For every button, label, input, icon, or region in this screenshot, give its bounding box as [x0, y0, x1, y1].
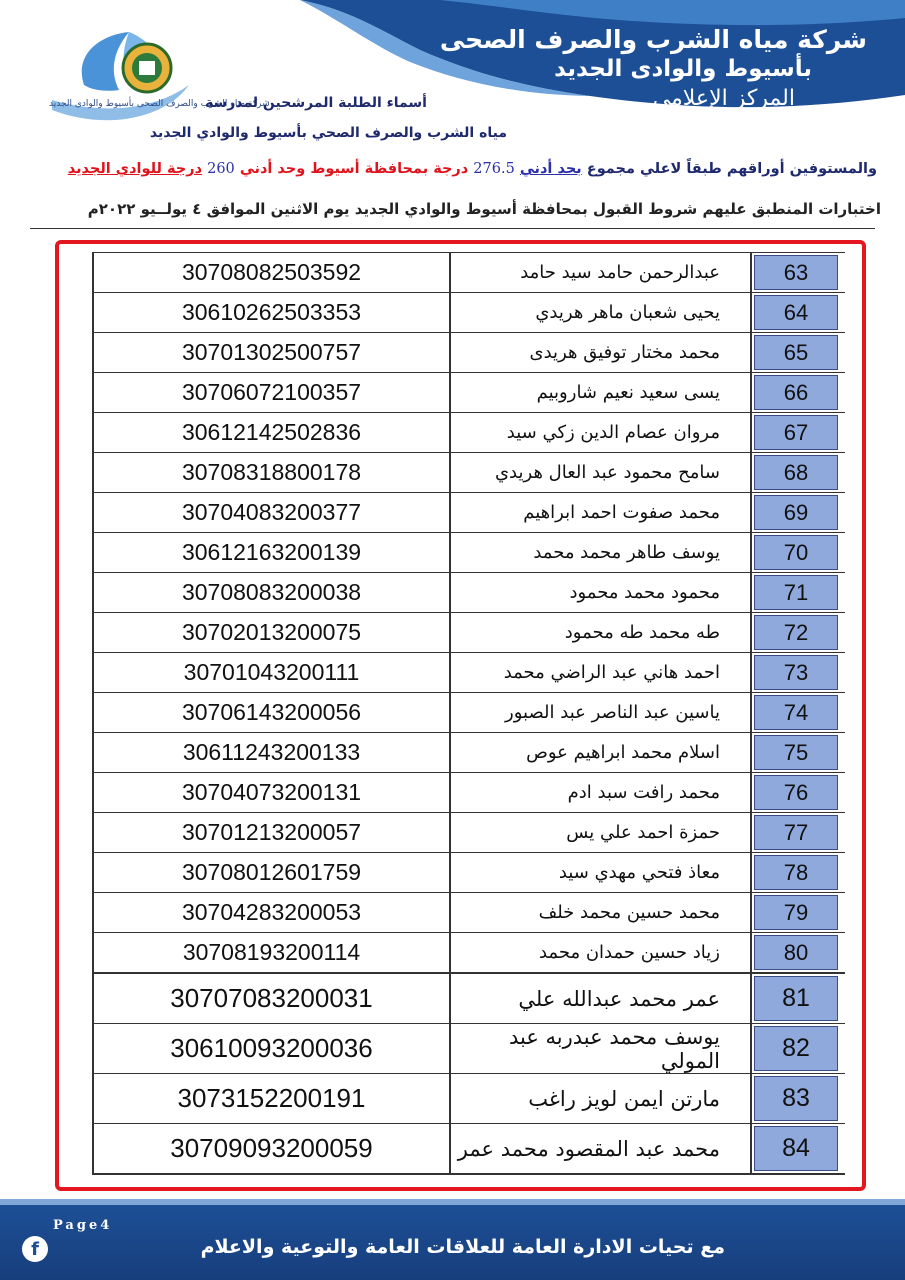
table-row	[94, 572, 845, 612]
national-id-cell: 30612163200139	[94, 533, 451, 572]
student-name-cell: زياد حسين حمدان محمد	[451, 933, 752, 972]
header-divider	[30, 228, 875, 229]
page-header	[0, 0, 905, 160]
serial-number-cell: 67	[754, 415, 838, 450]
table-row	[94, 932, 845, 972]
candidates-table	[92, 252, 845, 1175]
serial-number-cell: 66	[754, 375, 838, 410]
serial-number-cell: 64	[754, 295, 838, 330]
student-name-cell: يحيى شعبان ماهر هريدي	[451, 293, 752, 332]
page-number: Page4	[53, 1218, 113, 1233]
table-row	[94, 812, 845, 852]
serial-number-cell: 71	[754, 575, 838, 610]
serial-number-cell: 77	[754, 815, 838, 850]
national-id-cell: 30610262503353	[94, 293, 451, 332]
admission-conditions	[68, 161, 877, 177]
serial-number-column	[752, 773, 845, 812]
candidates-title-line1: أسماء الطلبة المرشحين لمدرسة	[205, 95, 427, 111]
national-id-cell: 30701213200057	[94, 813, 451, 852]
conditions-part2: بحد أدني	[519, 161, 582, 177]
table-row	[94, 372, 845, 412]
conditions-part3: درجة بمحافظة أسيوط وحد أدني	[239, 161, 469, 177]
table-row	[94, 852, 845, 892]
student-name-cell: سامح محمود عبد العال هريدي	[451, 453, 752, 492]
student-name-cell: محمد صفوت احمد ابراهيم	[451, 493, 752, 532]
serial-number-column	[752, 733, 845, 772]
national-id-cell: 30611243200133	[94, 733, 451, 772]
national-id-cell: 3073152200191	[94, 1074, 451, 1123]
serial-number-cell: 78	[754, 855, 838, 890]
student-name-cell: يسى سعيد نعيم شاروبيم	[451, 373, 752, 412]
table-row	[94, 772, 845, 812]
serial-number-cell: 74	[754, 695, 838, 730]
student-name-cell: محمود محمد محمود	[451, 573, 752, 612]
conditions-part4: درجة للوادي الجديد	[67, 161, 203, 177]
serial-number-cell: 81	[754, 976, 838, 1021]
national-id-cell: 30706143200056	[94, 693, 451, 732]
table-row	[94, 532, 845, 572]
table-row	[94, 732, 845, 772]
candidates-title-line2: مياه الشرب والصرف الصحي بأسيوط والوادي الجديد	[149, 125, 507, 141]
student-name-cell: اسلام محمد ابراهيم عوص	[451, 733, 752, 772]
student-name-cell: احمد هاني عبد الراضي محمد	[451, 653, 752, 692]
national-id-cell: 30704083200377	[94, 493, 451, 532]
serial-number-cell: 65	[754, 335, 838, 370]
student-name-cell: محمد مختار توفيق هريدى	[451, 333, 752, 372]
serial-number-column	[752, 253, 845, 292]
student-name-cell: مارتن ايمن لويز راغب	[451, 1074, 752, 1123]
serial-number-cell: 80	[754, 935, 838, 970]
serial-number-column	[752, 1074, 845, 1123]
student-name-cell: محمد رافت سبد ادم	[451, 773, 752, 812]
serial-number-cell: 79	[754, 895, 838, 930]
exam-schedule-line	[88, 200, 881, 218]
national-id-cell: 30702013200075	[94, 613, 451, 652]
national-id-cell: 30708193200114	[94, 933, 451, 972]
serial-number-column	[752, 573, 845, 612]
table-row	[94, 252, 845, 292]
serial-number-column	[752, 613, 845, 652]
serial-number-column	[752, 653, 845, 692]
national-id-cell: 30701043200111	[94, 653, 451, 692]
student-name-cell: مروان عصام الدين زكي سيد	[451, 413, 752, 452]
serial-number-cell: 72	[754, 615, 838, 650]
table-row	[94, 452, 845, 492]
table-row	[94, 1123, 845, 1173]
facebook-icon[interactable]: f	[22, 1236, 48, 1262]
serial-number-column	[752, 893, 845, 932]
serial-number-column	[752, 413, 845, 452]
serial-number-column	[752, 333, 845, 372]
serial-number-cell: 75	[754, 735, 838, 770]
table-row	[94, 612, 845, 652]
serial-number-cell: 84	[754, 1126, 838, 1171]
student-name-cell: يوسف طاهر محمد محمد	[451, 533, 752, 572]
national-id-cell: 30706072100357	[94, 373, 451, 412]
student-name-cell: حمزة احمد علي يس	[451, 813, 752, 852]
national-id-cell: 30701302500757	[94, 333, 451, 372]
table-row	[94, 652, 845, 692]
national-id-cell: 30612142502836	[94, 413, 451, 452]
conditions-value2: 260	[207, 161, 235, 177]
serial-number-column	[752, 974, 845, 1023]
conditions-part1: والمستوفين أوراقهم طبقاً لاعلي مجموع	[586, 161, 877, 177]
table-row	[94, 412, 845, 452]
svg-text:شركة مياه الشرب والصرف الصحى ب: شركة مياه الشرب والصرف الصحى بأسيوط والوادى الجديد	[49, 99, 270, 109]
table-row	[94, 972, 845, 1023]
table-row	[94, 892, 845, 932]
serial-number-cell: 82	[754, 1026, 838, 1071]
student-name-cell: عبدالرحمن حامد سيد حامد	[451, 253, 752, 292]
national-id-cell: 30708082503592	[94, 253, 451, 292]
national-id-cell: 30708012601759	[94, 853, 451, 892]
student-name-cell: عمر محمد عبدالله علي	[451, 974, 752, 1023]
table-row	[94, 1023, 845, 1073]
national-id-cell: 30709093200059	[94, 1124, 451, 1173]
serial-number-column	[752, 493, 845, 532]
serial-number-cell: 73	[754, 655, 838, 690]
student-name-cell: ياسين عبد الناصر عبد الصبور	[451, 693, 752, 732]
serial-number-column	[752, 1124, 845, 1173]
serial-number-column	[752, 533, 845, 572]
serial-number-cell: 76	[754, 775, 838, 810]
serial-number-cell: 69	[754, 495, 838, 530]
student-name-cell: يوسف محمد عبدربه عبد المولي	[451, 1024, 752, 1073]
student-name-cell: محمد عبد المقصود محمد عمر	[451, 1124, 752, 1173]
student-name-cell: طه محمد طه محمود	[451, 613, 752, 652]
serial-number-column	[752, 453, 845, 492]
exam-text: اختبارات المنطبق عليهم شروط القبول بمحافظة أسيوط والوادي الجديد يوم الاثنين الموافق ٤ يولــيو ٢٠٢٢م	[87, 200, 881, 218]
table-row	[94, 492, 845, 532]
table-row	[94, 1073, 845, 1123]
footer-thanks: مع تحيات الادارة العامة للعلاقات العامة والتوعية والاعلام	[200, 1236, 725, 1258]
serial-number-cell: 83	[754, 1076, 838, 1121]
serial-number-column	[752, 813, 845, 852]
national-id-cell: 30610093200036	[94, 1024, 451, 1073]
company-name-block	[437, 24, 867, 114]
serial-number-cell: 63	[754, 255, 838, 290]
table-row	[94, 332, 845, 372]
conditions-value1: 276.5	[473, 161, 515, 177]
student-name-cell: معاذ فتحي مهدي سيد	[451, 853, 752, 892]
serial-number-column	[752, 933, 845, 972]
student-name-cell: محمد حسين محمد خلف	[451, 893, 752, 932]
media-center-label: المركز الإعلامي	[652, 86, 795, 111]
company-name-line1: شركة مياه الشرب والصرف الصحى	[439, 25, 867, 54]
company-name-line2: بأسيوط والوادى الجديد	[554, 56, 812, 82]
serial-number-cell: 68	[754, 455, 838, 490]
table-row	[94, 292, 845, 332]
table-row	[94, 692, 845, 732]
national-id-cell: 30704283200053	[94, 893, 451, 932]
national-id-cell: 30708083200038	[94, 573, 451, 612]
national-id-cell: 30708318800178	[94, 453, 451, 492]
national-id-cell: 30704073200131	[94, 773, 451, 812]
serial-number-column	[752, 853, 845, 892]
serial-number-column	[752, 373, 845, 412]
serial-number-column	[752, 693, 845, 732]
serial-number-column	[752, 1024, 845, 1073]
serial-number-cell: 70	[754, 535, 838, 570]
serial-number-column	[752, 293, 845, 332]
national-id-cell: 30707083200031	[94, 974, 451, 1023]
